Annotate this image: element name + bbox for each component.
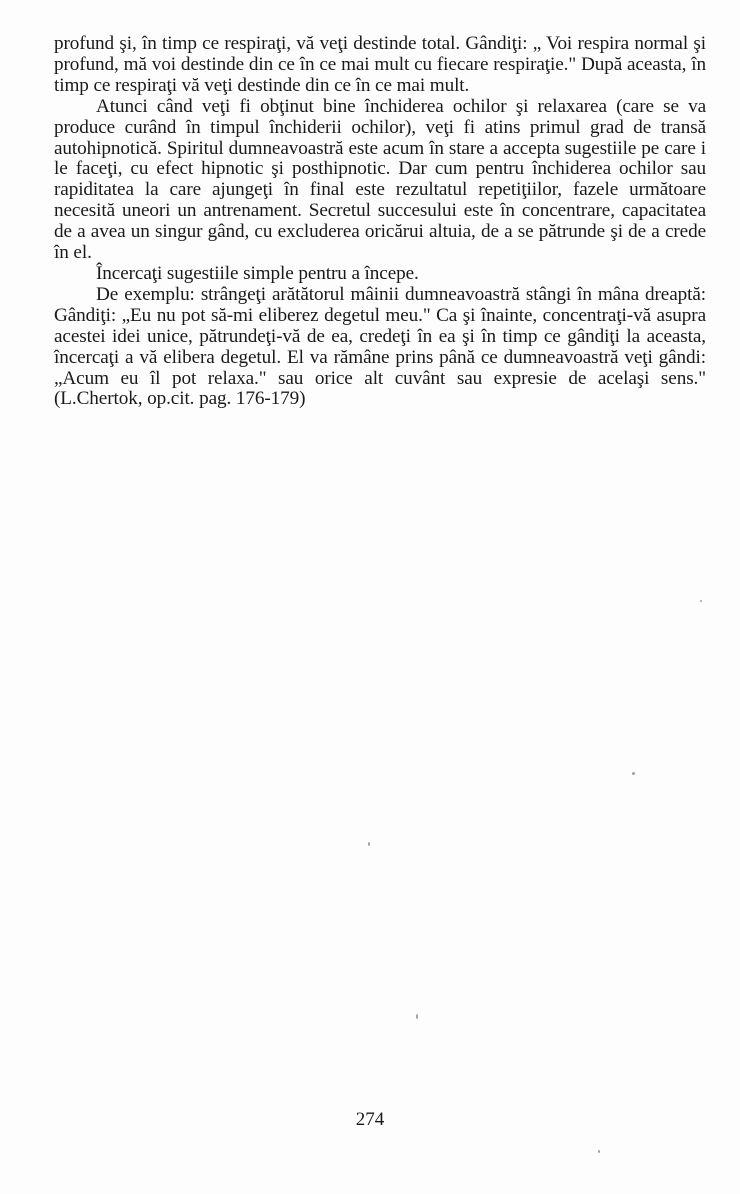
scan-speck xyxy=(416,1014,418,1019)
scan-speck xyxy=(700,600,702,602)
paragraph-3: Încercaţi sugestiile simple pentru a începe. xyxy=(96,262,419,284)
scan-speck xyxy=(368,842,370,846)
paragraph-1: profund şi, în timp ce respiraţi, vă veţi destinde total. Gândiţi: „ Voi respira normal şi profund, mă voi destinde din ce în ce mai mult cu fiecare respiraţie." După aceasta, în timp ce respiraţi vă veţi destinde din ce în ce mai mult. xyxy=(54,33,706,96)
scan-speck xyxy=(632,772,635,775)
page-number: 274 xyxy=(355,1109,385,1130)
paragraph-4: De exemplu: strângeţi arătătorul mâinii dumneavoastră stângi în mâna dreaptă: Gândiţi: „Eu nu pot să-mi eliberez degetul meu." Ca şi înainte, concentraţi-vă asupra acestei idei unice, pătrundeţi-vă de ea, credeţi în ea şi în timp ce gândiţi la aceasta, încercaţi a vă elibera degetul. El va rămâne prins până ce dumneavoastră veţi gândi: „Acum eu îl pot relaxa." sau orice alt cuvânt sau expresie de acelaşi sens." (L.Chertok, op.cit. pag. 176-179) xyxy=(54,283,706,410)
scan-speck xyxy=(598,1150,600,1153)
body-text xyxy=(54,34,706,410)
paragraph-2: Atunci când veţi fi obţinut bine închiderea ochilor şi relaxarea (care se va produce curând în timpul închiderii ochilor), veţi fi atins primul grad de transă autohipnotică. Spiritul dumneavoastră este acum în stare a accepta sugestiile pe care i le faceţi, cu efect hipnotic şi posthipnotic. Dar cum pentru închiderea ochilor sau rapiditatea la care ajungeţi în final este rezultatul repetiţiilor, fazele următoare necesită uneori un antrenament. Secretul succesului este în concentrare, capacitatea de a avea un singur gând, cu excluderea oricărui altuia, de a se pătrunde şi de a crede în el. xyxy=(54,95,706,264)
